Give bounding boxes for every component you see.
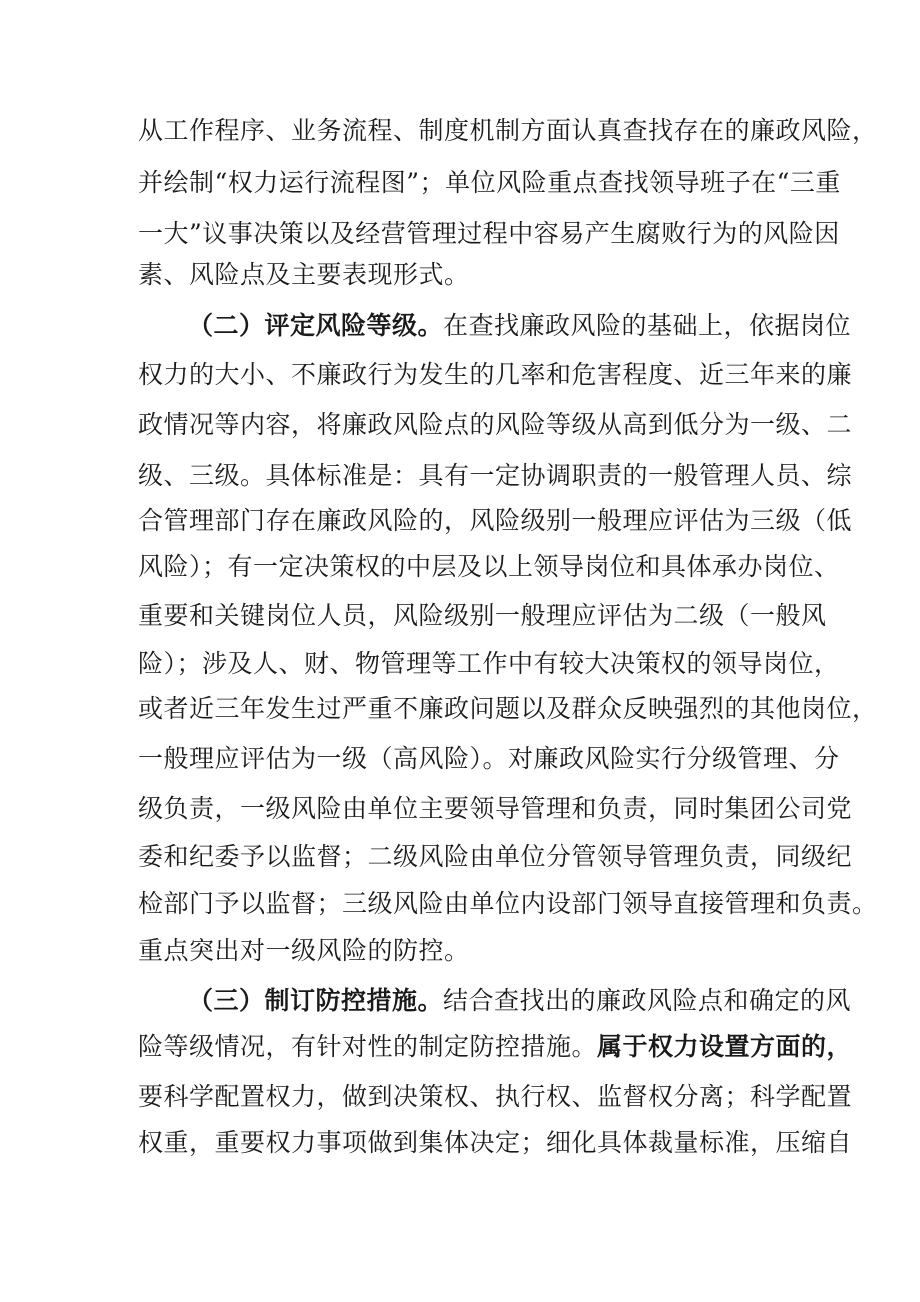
text-run: 一大”议事决策以及经营管理过程中容易产生腐败行为的风险因 (138, 219, 840, 248)
text-run: 委和纪委予以监督；二级风险由单位分管领导管理负责，同级纪 (138, 842, 853, 871)
text-line (138, 359, 853, 391)
section-heading-line (188, 985, 852, 1017)
text-line (138, 505, 853, 537)
text-line (138, 218, 840, 250)
text-line (138, 460, 853, 492)
text-run: 从工作程序、业务流程、制度机制方面认真查找存在的廉政风险， (138, 116, 878, 145)
section-heading-line (188, 310, 852, 342)
text-line (138, 600, 827, 632)
section-heading: （二）评定风险等级。 (188, 311, 444, 340)
text-run: 重要和关键岗位人员，风险级别一般理应评估为二级（一般风 (138, 601, 827, 630)
text-line (138, 935, 470, 967)
text-line (138, 743, 840, 775)
text-line (138, 888, 878, 920)
text-run: 合管理部门存在廉政风险的，风险级别一般理应评估为三级（低 (138, 506, 853, 535)
text-line (138, 693, 878, 725)
text-run: 要科学配置权力，做到决策权、执行权、监督权分离；科学配置 (138, 1082, 853, 1111)
text-line (138, 793, 853, 825)
text-line (138, 841, 853, 873)
text-line (138, 115, 878, 147)
text-line (138, 259, 470, 291)
text-run: 并绘制“权力运行流程图”；单位风险重点查找领导班子在“三重 (138, 168, 841, 197)
text-run: 险等级情况，有针对性的制定防控措施。 (138, 1032, 598, 1061)
text-run: 级、三级。具体标准是：具有一定协调职责的一般管理人员、综 (138, 461, 853, 490)
text-line (138, 648, 840, 680)
text-run: 权重，重要权力事项做到集体决定；细化具体裁量标准，压缩自 (138, 1128, 853, 1157)
text-run: 一般理应评估为一级（高风险）。对廉政风险实行分级管理、分 (138, 744, 840, 773)
text-line (138, 1081, 853, 1113)
text-run: 重点突出对一级风险的防控。 (138, 936, 470, 965)
text-run: 素、风险点及主要表现形式。 (138, 260, 470, 289)
text-run: 风险）；有一定决策权的中层及以上领导岗位和具体承办岗位、 (138, 552, 840, 581)
section-heading: （三）制订防控措施。 (188, 986, 444, 1015)
text-run: 政情况等内容，将廉政风险点的风险等级从高到低分为一级、二 (138, 410, 853, 439)
text-line (138, 167, 841, 199)
text-run: 结合查找出的廉政风险点和确定的风 (443, 986, 852, 1015)
text-line (138, 551, 840, 583)
text-run: 检部门予以监督；三级风险由单位内设部门领导直接管理和负责。 (138, 889, 878, 918)
text-run: 险）；涉及人、财、物管理等工作中有较大决策权的领导岗位， (138, 649, 840, 678)
text-line (138, 1031, 853, 1063)
text-run: 权力的大小、不廉政行为发生的几率和危害程度、近三年来的廉 (138, 360, 853, 389)
text-run: 或者近三年发生过严重不廉政问题以及群众反映强烈的其他岗位， (138, 694, 878, 723)
bold-emphasis: 属于权力设置方面的， (597, 1032, 853, 1061)
text-line (138, 1127, 853, 1159)
text-line (138, 409, 853, 441)
text-run: 在查找廉政风险的基础上，依据岗位 (443, 311, 852, 340)
text-run: 级负责，一级风险由单位主要领导管理和负责，同时集团公司党 (138, 794, 853, 823)
